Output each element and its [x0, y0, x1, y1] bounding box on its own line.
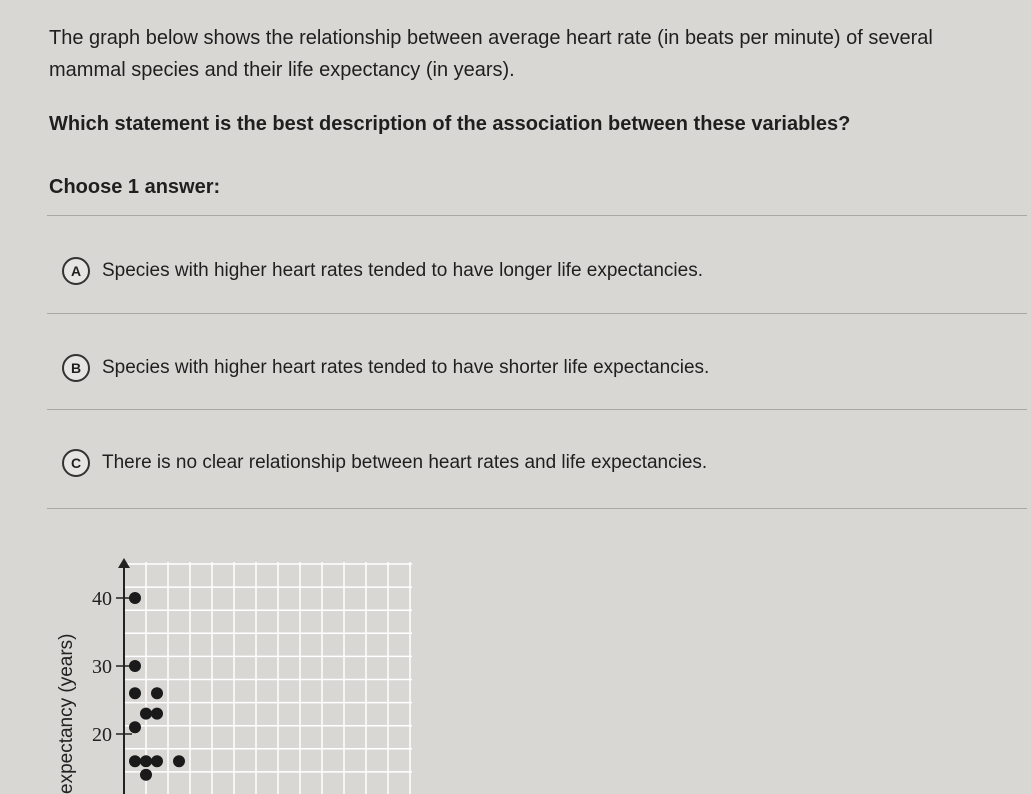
question-intro: The graph below shows the relationship between average heart rate (in beats per minute) of several mammal species and their life expectancy (in years). — [49, 27, 933, 81]
divider — [47, 313, 1027, 314]
choice-b[interactable] — [62, 353, 709, 383]
data-point — [129, 660, 141, 672]
choice-b-text: Species with higher heart rates tended to have shorter life expectancies. — [102, 357, 710, 378]
y-tick-label: 20 — [92, 724, 112, 746]
choice-c-letter: C — [62, 449, 90, 477]
data-point — [129, 592, 141, 604]
y-ticks — [92, 588, 132, 746]
choice-a-text: Species with higher heart rates tended to have longer life expectancies. — [102, 260, 703, 281]
data-point — [151, 687, 163, 699]
choose-label: Choose 1 answer: — [49, 176, 221, 198]
y-tick-label: 30 — [92, 656, 112, 678]
y-axis-arrow — [118, 558, 130, 568]
choice-a-letter: A — [62, 257, 90, 285]
divider — [47, 508, 1027, 509]
data-point — [129, 755, 141, 767]
data-point — [140, 755, 152, 767]
data-point — [129, 687, 141, 699]
data-point — [151, 708, 163, 720]
data-points — [129, 592, 185, 781]
choice-c[interactable] — [62, 448, 707, 478]
choice-b-letter: B — [62, 354, 90, 382]
choice-a[interactable] — [62, 256, 703, 286]
data-point — [140, 769, 152, 781]
scatter-chart — [0, 550, 430, 794]
data-point — [151, 755, 163, 767]
y-axis-label: expectancy (years) — [56, 633, 77, 794]
chart-grid — [124, 562, 412, 794]
data-point — [173, 755, 185, 767]
data-point — [129, 721, 141, 733]
divider — [47, 215, 1027, 216]
choice-c-text: There is no clear relationship between heart rates and life expectancies. — [102, 452, 708, 473]
divider — [47, 409, 1027, 410]
y-tick-label: 40 — [92, 588, 112, 610]
question-prompt: Which statement is the best description of the association between these variables? — [49, 113, 851, 135]
data-point — [140, 708, 152, 720]
